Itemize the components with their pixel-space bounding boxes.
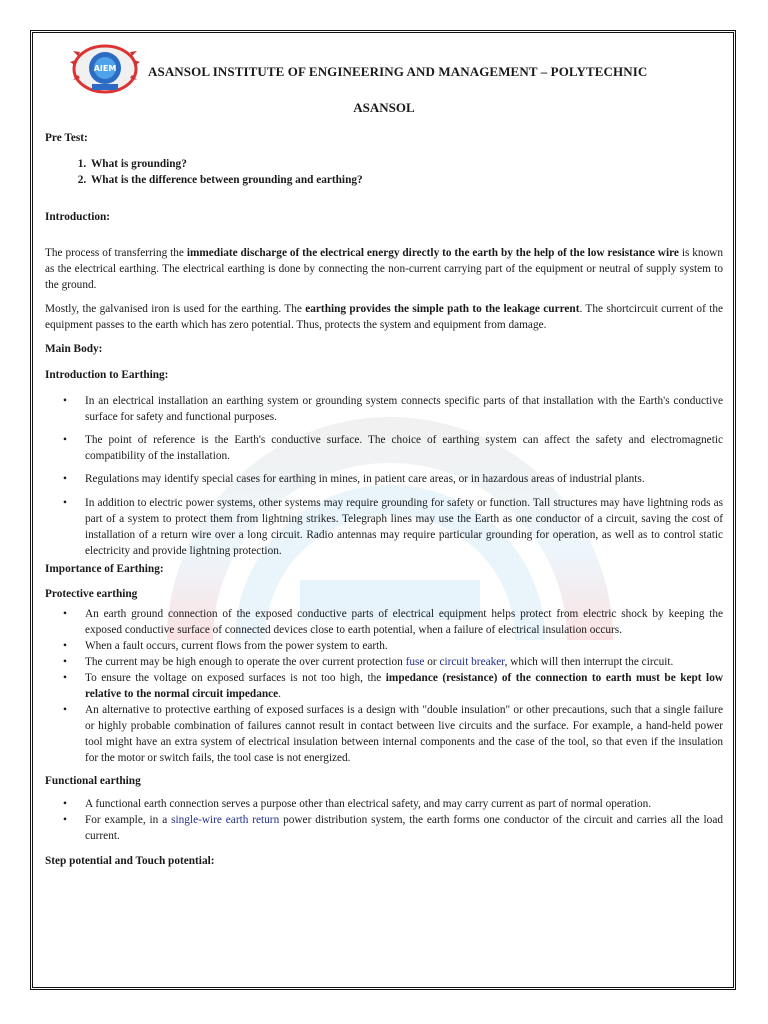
circuit-breaker-link[interactable]: circuit breaker bbox=[439, 655, 505, 668]
institute-city: ASANSOL bbox=[353, 100, 415, 115]
pretest-question: 1. What is grounding? bbox=[89, 156, 723, 172]
single-wire-earth-return-link[interactable]: single-wire earth return bbox=[171, 814, 280, 827]
importance-heading: Importance of Earthing: bbox=[45, 562, 164, 575]
list-item: • Regulations may identify special cases for earthing in mines, in patient care areas, or in hazardous areas of industrial plants. bbox=[85, 471, 723, 487]
introduction-paragraph-1: The process of transferring the immediate discharge of the electrical energy directly to the earth by the help of the low resistance wire is known as the electrical earthing. The electrical earthing is done by connecting the non-current carrying part of the equipment or neutral of supply system to the ground. bbox=[45, 247, 723, 292]
protective-list bbox=[45, 606, 723, 766]
list-item: • An alternative to protective earthing of exposed surfaces is a design with "double insulation" or other precautions, such that a single failure or highly probable combination of failures cannot result in contact between live circuits and the surface. For example, a hand-held power tool might have an extra system of electrical insulation between internal components and the case of the tool, so that even if the insulation for the motor or switch fails, the tool case is not energized. bbox=[85, 702, 723, 766]
list-item: • When a fault occurs, current flows from the power system to earth. bbox=[85, 638, 723, 654]
pretest-heading: Pre Test: bbox=[45, 132, 88, 144]
introduction-paragraph-2: Mostly, the galvanised iron is used for the earthing. The earthing provides the simple path to the leakage current. The shortcircuit current of the equipment passes to the earth which has zero potential. Thus, protects the system and equipment from damage. bbox=[45, 303, 723, 332]
institute-logo bbox=[70, 42, 140, 94]
list-item: • In an electrical installation an earthing system or grounding system connects specific parts of that installation with the Earth's conductive surface for safety and functional purposes. bbox=[85, 393, 723, 425]
intro-earthing-list bbox=[45, 393, 723, 558]
list-item: • To ensure the voltage on exposed surfaces is not too high, the impedance (resistance) of the connection to earth must be kept low relative to the normal circuit impedance. bbox=[85, 670, 723, 702]
step-potential-heading: Step potential and Touch potential: bbox=[45, 855, 215, 868]
fuse-link[interactable]: fuse bbox=[405, 655, 425, 668]
list-item: • The point of reference is the Earth's conductive surface. The choice of earthing system can affect the safety and electromagnetic compatibility of the installation. bbox=[85, 432, 723, 464]
list-item: • An earth ground connection of the exposed conductive parts of electrical equipment helps protect from electric shock by keeping the exposed conductive surface of connected devices close to earth potential, when a failure of electrical insulation occurs. bbox=[85, 606, 723, 638]
institute-name: ASANSOL INSTITUTE OF ENGINEERING AND MANAGEMENT – POLYTECHNIC bbox=[148, 64, 648, 79]
list-item: • A functional earth connection serves a purpose other than electrical safety, and may carry current as part of normal operation. bbox=[85, 796, 723, 812]
pretest-question: 2. What is the difference between grounding and earthing? bbox=[89, 172, 723, 188]
list-item: • The current may be high enough to operate the over current protection fuse or circuit breaker, which will then interrupt the circuit. bbox=[85, 654, 723, 670]
functional-list bbox=[45, 796, 723, 844]
list-item: • In addition to electric power systems, other systems may require grounding for safety or function. Tall structures may have lightning rods as part of a system to protect them from lightning strikes. Telegraph lines may use the Earth as one conductor of a circuit, saving the cost of installation of a return wire over a long circuit. Radio antennas may require particular grounding for operation, as well as to control static electricity and provide lightning protection. bbox=[85, 495, 723, 559]
protective-heading: Protective earthing bbox=[45, 587, 138, 600]
pretest-question-list bbox=[45, 156, 723, 188]
intro-earthing-heading: Introduction to Earthing: bbox=[45, 369, 169, 382]
logo-lettering: AIEM bbox=[93, 64, 117, 73]
introduction-heading: Introduction: bbox=[45, 211, 111, 224]
functional-heading: Functional earthing bbox=[45, 775, 141, 787]
main-body-heading: Main Body: bbox=[45, 343, 103, 356]
document-body bbox=[45, 130, 723, 869]
list-item: • For example, in a single-wire earth return power distribution system, the earth forms one conductor of the circuit and carries all the load current. bbox=[85, 812, 723, 844]
